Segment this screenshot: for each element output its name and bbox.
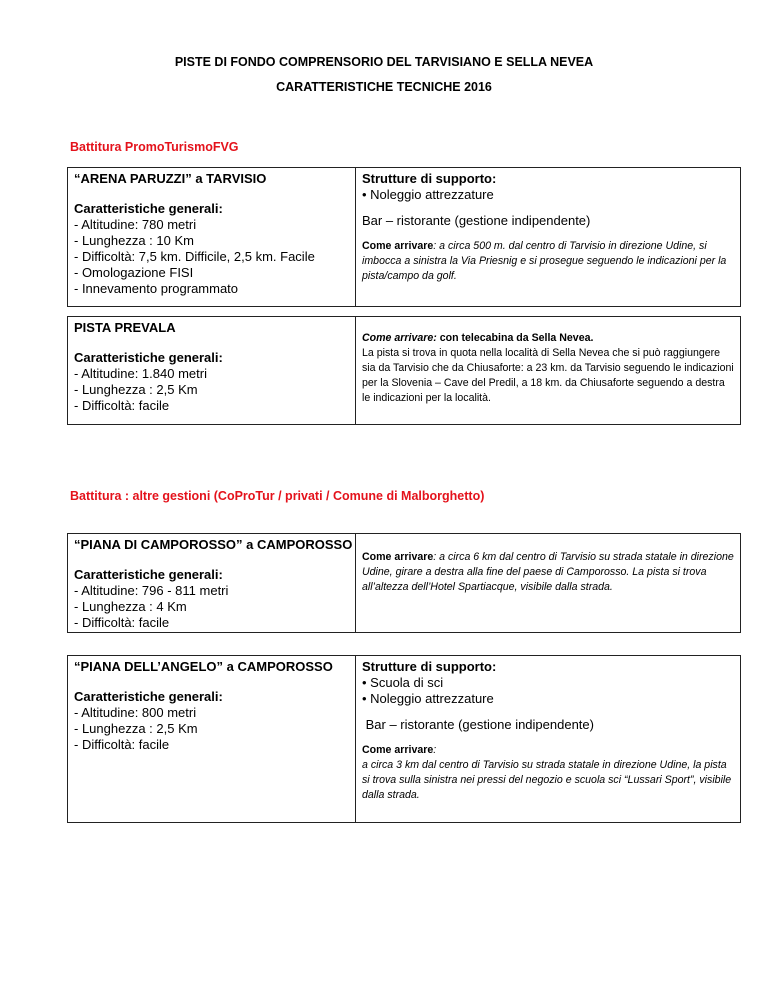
feature-item: - Innevamento programmato (74, 281, 239, 296)
trail-info-cell (68, 168, 356, 306)
feature-item: - Lunghezza : 4 Km (74, 599, 187, 614)
trail-detail-cell (356, 317, 740, 424)
directions-label: Come arrivare (362, 332, 434, 344)
feature-item: - Altitudine: 780 metri (74, 217, 197, 232)
trail-info-cell (68, 656, 356, 822)
directions-label: Come arrivare (362, 240, 434, 252)
feature-item: - Difficoltà: facile (74, 615, 170, 630)
document-title: PISTE DI FONDO COMPRENSORIO DEL TARVISIANO E SELLA NEVEA (174, 55, 594, 69)
directions: Come arrivare: (362, 744, 437, 756)
document-subtitle: CARATTERISTICHE TECNICHE 2016 (276, 80, 492, 94)
feature-item: - Lunghezza : 2,5 Km (74, 382, 198, 397)
trail-table-pista-prevala (67, 316, 741, 425)
bar-restaurant-note: Bar – ristorante (gestione indipendente) (362, 213, 591, 228)
features-label: Caratteristiche generali: (74, 567, 223, 582)
feature-item: - Altitudine: 1.840 metri (74, 366, 207, 381)
features-label: Caratteristiche generali: (74, 201, 223, 216)
feature-item: - Difficoltà: facile (74, 737, 170, 752)
trail-info-cell (68, 317, 356, 424)
feature-item: - Difficoltà: facile (74, 398, 170, 413)
support-item: • Scuola di sci (362, 675, 444, 690)
support-item: • Noleggio attrezzature (362, 691, 494, 706)
feature-item: - Altitudine: 800 metri (74, 705, 197, 720)
features-label: Caratteristiche generali: (74, 350, 223, 365)
trail-name: “PIANA DELL’ANGELO” a CAMPOROSSO (74, 659, 333, 674)
directions-text: : a circa 6 km dal centro di Tarvisio su strada statale in direzione Udine, girare a destra alla fine del paese di Camporosso. La pista si trova all’altezza dell’Hotel Spartiacque, visibile dalla strada. (362, 551, 734, 593)
trail-name: PISTA PREVALA (74, 320, 176, 335)
directions-text: La pista si trova in quota nella località di Sella Nevea che si può raggiungere sia da Tarvisio che da Chiusaforte: a 23 km. da Tarvisio seguendo le indicazioni per la Slovenia – Cave del Predil, a 18 km. da Chiusaforte seguendo a destra le indicazioni per la località. (362, 347, 734, 404)
directions-heading: Come arrivare: con telecabina da Sella Nevea. (362, 332, 594, 344)
trail-table-piana-camporosso (67, 533, 741, 633)
directions-text: : a circa 500 m. dal centro di Tarvisio in direzione Udine, si imbocca a sinistra la Via Priesnig e si prosegue seguendo le indicazioni per la pista/campo da golf. (362, 240, 727, 282)
trail-detail-cell (356, 534, 740, 632)
support-item: • Noleggio attrezzature (362, 187, 494, 202)
section-heading-other-management: Battitura : altre gestioni (CoProTur / privati / Comune di Malborghetto) (70, 489, 485, 503)
directions-mode: con telecabina da Sella Nevea. (436, 332, 594, 344)
directions (362, 239, 734, 284)
feature-item: - Lunghezza : 10 Km (74, 233, 194, 248)
trail-detail-cell (356, 656, 740, 822)
feature-item: - Omologazione FISI (74, 265, 194, 280)
directions-label: Come arrivare (362, 551, 434, 563)
trail-detail-cell (356, 168, 740, 306)
feature-item: - Difficoltà: 7,5 km. Difficile, 2,5 km. Facile (74, 249, 315, 264)
trail-table-piana-angelo (67, 655, 741, 823)
trail-name: “PIANA DI CAMPOROSSO” a CAMPOROSSO (74, 537, 353, 552)
section-heading-promoturismo: Battitura PromoTurismoFVG (70, 140, 239, 154)
support-label: Strutture di supporto: (362, 171, 497, 186)
directions-text: a circa 3 km dal centro di Tarvisio su strada statale in direzione Udine, la pista si trova sulla sinistra nei pressi del negozio e scuola sci “Lussari Sport”, visibile dalla strada. (362, 759, 732, 801)
trail-table-arena-paruzzi (67, 167, 741, 307)
bar-restaurant-note: Bar – ristorante (gestione indipendente) (362, 717, 594, 732)
directions-label: Come arrivare (362, 744, 434, 756)
trail-info-cell (68, 534, 356, 632)
directions (362, 550, 734, 595)
feature-item: - Altitudine: 796 - 811 metri (74, 583, 229, 598)
feature-item: - Lunghezza : 2,5 Km (74, 721, 198, 736)
support-label: Strutture di supporto: (362, 659, 497, 674)
features-label: Caratteristiche generali: (74, 689, 223, 704)
trail-name: “ARENA PARUZZI” a TARVISIO (74, 171, 267, 186)
